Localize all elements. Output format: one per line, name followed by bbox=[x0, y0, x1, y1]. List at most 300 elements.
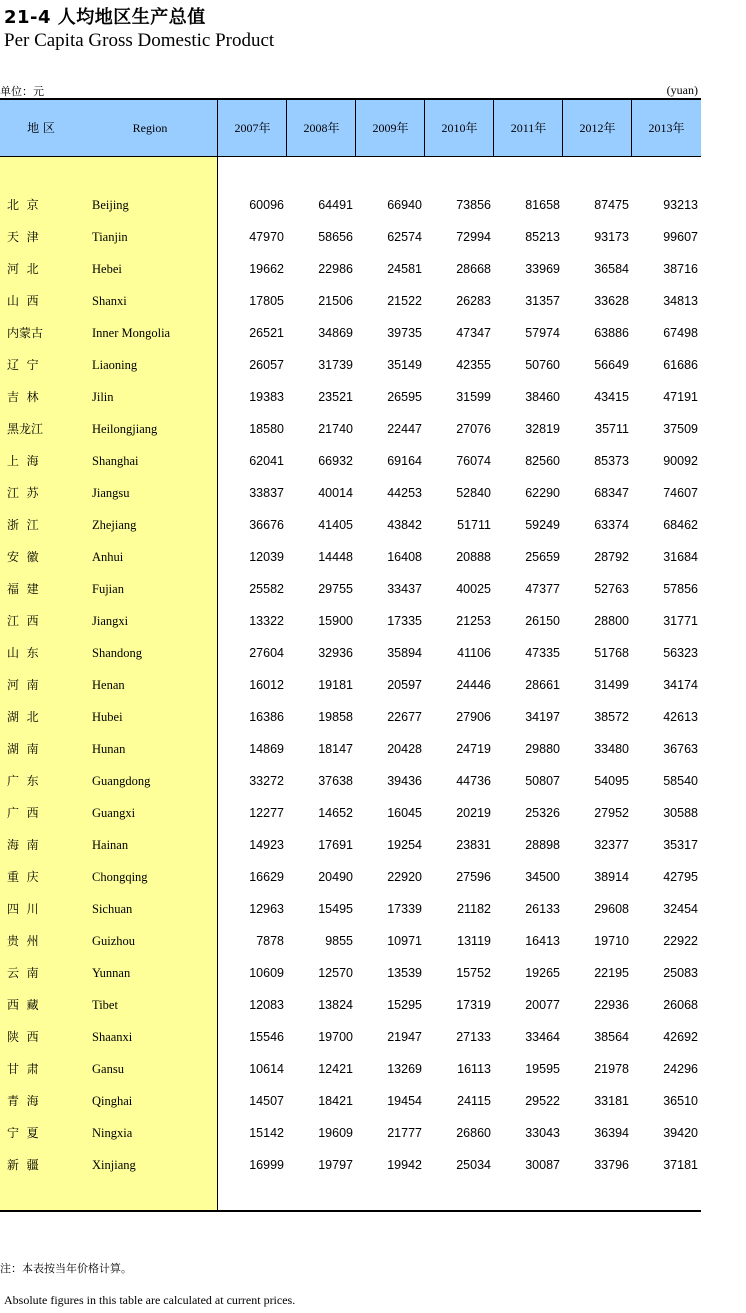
gdp-value-cell: 29522 bbox=[525, 1094, 560, 1108]
table-row bbox=[0, 325, 701, 357]
region-name-cn: 广 东 bbox=[7, 774, 39, 788]
gdp-value-cell: 44736 bbox=[456, 774, 491, 788]
table-row bbox=[0, 229, 701, 261]
table-row bbox=[0, 645, 701, 677]
gdp-value-cell: 14507 bbox=[249, 1094, 284, 1108]
gdp-value-cell: 34174 bbox=[663, 678, 698, 692]
gdp-value-cell: 63374 bbox=[594, 518, 629, 532]
gdp-value-cell: 22677 bbox=[387, 710, 422, 724]
gdp-value-cell: 28668 bbox=[456, 262, 491, 276]
gdp-value-cell: 67498 bbox=[663, 326, 698, 340]
region-name-cn: 湖 南 bbox=[7, 742, 39, 756]
gdp-value-cell: 16999 bbox=[249, 1158, 284, 1172]
gdp-value-cell: 20428 bbox=[387, 742, 422, 756]
region-name-cn: 重 庆 bbox=[7, 870, 39, 884]
table-row bbox=[0, 677, 701, 709]
gdp-value-cell: 33181 bbox=[594, 1094, 629, 1108]
gdp-value-cell: 37509 bbox=[663, 422, 698, 436]
gdp-value-cell: 25582 bbox=[249, 582, 284, 596]
gdp-value-cell: 58656 bbox=[318, 230, 353, 244]
region-name-en: Chongqing bbox=[92, 870, 148, 884]
table-row bbox=[0, 901, 701, 933]
gdp-value-cell: 42795 bbox=[663, 870, 698, 884]
gdp-value-cell: 26595 bbox=[387, 390, 422, 404]
gdp-value-cell: 22922 bbox=[663, 934, 698, 948]
table-row bbox=[0, 549, 701, 581]
gdp-value-cell: 19454 bbox=[387, 1094, 422, 1108]
gdp-value-cell: 19662 bbox=[249, 262, 284, 276]
gdp-value-cell: 17805 bbox=[249, 294, 284, 308]
region-name-cn: 山 东 bbox=[7, 646, 39, 660]
region-name-cn: 湖 北 bbox=[7, 710, 39, 724]
gdp-value-cell: 37181 bbox=[663, 1158, 698, 1172]
gdp-value-cell: 42613 bbox=[663, 710, 698, 724]
region-name-en: Gansu bbox=[92, 1062, 124, 1076]
gdp-value-cell: 26150 bbox=[525, 614, 560, 628]
gdp-value-cell: 28800 bbox=[594, 614, 629, 628]
gdp-value-cell: 36394 bbox=[594, 1126, 629, 1140]
gdp-value-cell: 26068 bbox=[663, 998, 698, 1012]
gdp-value-cell: 19265 bbox=[525, 966, 560, 980]
region-name-en: Hainan bbox=[92, 838, 129, 852]
gdp-value-cell: 93173 bbox=[594, 230, 629, 244]
bottom-rule bbox=[0, 1210, 701, 1212]
gdp-value-cell: 38460 bbox=[525, 390, 560, 404]
gdp-value-cell: 17335 bbox=[387, 614, 422, 628]
gdp-value-cell: 26133 bbox=[525, 902, 560, 916]
gdp-value-cell: 42355 bbox=[456, 358, 491, 372]
gdp-value-cell: 42692 bbox=[663, 1030, 698, 1044]
gdp-value-cell: 22920 bbox=[387, 870, 422, 884]
gdp-value-cell: 40025 bbox=[456, 582, 491, 596]
gdp-value-cell: 72994 bbox=[456, 230, 491, 244]
gdp-value-cell: 19595 bbox=[525, 1062, 560, 1076]
gdp-value-cell: 38716 bbox=[663, 262, 698, 276]
gdp-value-cell: 25326 bbox=[525, 806, 560, 820]
region-name-en: Anhui bbox=[92, 550, 124, 564]
gdp-value-cell: 29880 bbox=[525, 742, 560, 756]
header-region-cn: 地 区 bbox=[27, 121, 55, 135]
gdp-value-cell: 82560 bbox=[525, 454, 560, 468]
header-year: 2010年 bbox=[441, 121, 478, 135]
region-name-en: Jiangxi bbox=[92, 614, 129, 628]
gdp-value-cell: 47970 bbox=[249, 230, 284, 244]
gdp-value-cell: 33796 bbox=[594, 1158, 629, 1172]
gdp-value-cell: 61686 bbox=[663, 358, 698, 372]
gdp-value-cell: 28792 bbox=[594, 550, 629, 564]
gdp-value-cell: 19181 bbox=[318, 678, 353, 692]
region-name-en: Liaoning bbox=[92, 358, 138, 372]
gdp-value-cell: 33628 bbox=[594, 294, 629, 308]
header-year: 2007年 bbox=[234, 121, 271, 135]
gdp-value-cell: 39420 bbox=[663, 1126, 698, 1140]
gdp-value-cell: 7878 bbox=[256, 934, 284, 948]
region-name-cn: 北 京 bbox=[7, 198, 39, 212]
gdp-value-cell: 54095 bbox=[594, 774, 629, 788]
gdp-value-cell: 30588 bbox=[663, 806, 698, 820]
header-region-en: Region bbox=[132, 121, 168, 135]
gdp-value-cell: 13824 bbox=[318, 998, 353, 1012]
gdp-value-cell: 36510 bbox=[663, 1094, 698, 1108]
gdp-value-cell: 32454 bbox=[663, 902, 698, 916]
region-name-en: Hebei bbox=[92, 262, 122, 276]
gdp-value-cell: 56649 bbox=[594, 358, 629, 372]
region-name-cn: 新 疆 bbox=[7, 1158, 39, 1172]
gdp-value-cell: 13322 bbox=[249, 614, 284, 628]
gdp-value-cell: 24719 bbox=[456, 742, 491, 756]
table-row bbox=[0, 453, 701, 485]
gdp-value-cell: 52763 bbox=[594, 582, 629, 596]
gdp-value-cell: 34197 bbox=[525, 710, 560, 724]
gdp-value-cell: 28898 bbox=[525, 838, 560, 852]
region-name-en: Inner Mongolia bbox=[92, 326, 171, 340]
region-name-cn: 黑龙江 bbox=[7, 422, 44, 436]
gdp-value-cell: 73856 bbox=[456, 198, 491, 212]
table-row bbox=[0, 869, 701, 901]
gdp-value-cell: 47191 bbox=[663, 390, 698, 404]
gdp-value-cell: 58540 bbox=[663, 774, 698, 788]
table-row bbox=[0, 933, 701, 965]
table-row bbox=[0, 1157, 701, 1189]
gdp-value-cell: 68462 bbox=[663, 518, 698, 532]
gdp-value-cell: 37638 bbox=[318, 774, 353, 788]
gdp-value-cell: 41106 bbox=[457, 646, 491, 660]
gdp-value-cell: 63886 bbox=[594, 326, 629, 340]
gdp-value-cell: 22936 bbox=[594, 998, 629, 1012]
gdp-value-cell: 59249 bbox=[525, 518, 560, 532]
region-name-cn: 甘 肃 bbox=[7, 1062, 39, 1076]
region-name-cn: 福 建 bbox=[7, 582, 39, 596]
table-row bbox=[0, 709, 701, 741]
region-name-en: Fujian bbox=[92, 582, 124, 596]
gdp-value-cell: 35894 bbox=[387, 646, 422, 660]
gdp-value-cell: 51768 bbox=[594, 646, 629, 660]
table-row bbox=[0, 293, 701, 325]
gdp-value-cell: 32936 bbox=[318, 646, 353, 660]
region-name-cn: 海 南 bbox=[7, 838, 39, 852]
table-row bbox=[0, 1125, 701, 1157]
region-name-en: Heilongjiang bbox=[92, 422, 158, 436]
region-name-cn: 广 西 bbox=[7, 806, 39, 820]
gdp-value-cell: 10971 bbox=[387, 934, 422, 948]
gdp-value-cell: 26283 bbox=[456, 294, 491, 308]
gdp-value-cell: 27604 bbox=[249, 646, 284, 660]
gdp-value-cell: 35149 bbox=[387, 358, 422, 372]
region-name-en: Jilin bbox=[92, 390, 114, 404]
gdp-value-cell: 29755 bbox=[318, 582, 353, 596]
region-name-en: Ningxia bbox=[92, 1126, 133, 1140]
gdp-value-cell: 12039 bbox=[249, 550, 284, 564]
region-name-cn: 浙 江 bbox=[7, 518, 39, 532]
gdp-value-cell: 27596 bbox=[456, 870, 491, 884]
gdp-value-cell: 23831 bbox=[456, 838, 491, 852]
region-name-en: Sichuan bbox=[92, 902, 133, 916]
gdp-value-cell: 60096 bbox=[249, 198, 284, 212]
table-row bbox=[0, 485, 701, 517]
gdp-value-cell: 20597 bbox=[387, 678, 422, 692]
region-name-en: Beijing bbox=[92, 198, 129, 212]
gdp-value-cell: 29608 bbox=[594, 902, 629, 916]
gdp-value-cell: 12083 bbox=[249, 998, 284, 1012]
region-name-en: Shandong bbox=[92, 646, 142, 660]
gdp-value-cell: 34500 bbox=[525, 870, 560, 884]
gdp-value-cell: 19710 bbox=[594, 934, 629, 948]
gdp-value-cell: 62041 bbox=[249, 454, 284, 468]
gdp-value-cell: 38572 bbox=[594, 710, 629, 724]
gdp-value-cell: 99607 bbox=[663, 230, 698, 244]
gdp-value-cell: 31499 bbox=[594, 678, 629, 692]
gdp-value-cell: 17319 bbox=[456, 998, 491, 1012]
gdp-value-cell: 31599 bbox=[456, 390, 491, 404]
region-name-cn: 宁 夏 bbox=[7, 1126, 39, 1140]
gdp-value-cell: 31357 bbox=[525, 294, 560, 308]
gdp-value-cell: 26057 bbox=[249, 358, 284, 372]
gdp-value-cell: 62290 bbox=[525, 486, 560, 500]
gdp-value-cell: 85373 bbox=[594, 454, 629, 468]
gdp-value-cell: 10614 bbox=[249, 1062, 284, 1076]
gdp-value-cell: 33837 bbox=[249, 486, 284, 500]
gdp-value-cell: 33480 bbox=[594, 742, 629, 756]
gdp-value-cell: 14448 bbox=[318, 550, 353, 564]
gdp-value-cell: 51711 bbox=[457, 518, 491, 532]
table-row bbox=[0, 773, 701, 805]
gdp-value-cell: 66932 bbox=[318, 454, 353, 468]
gdp-value-cell: 81658 bbox=[525, 198, 560, 212]
gdp-value-cell: 33969 bbox=[525, 262, 560, 276]
table-row bbox=[0, 357, 701, 389]
gdp-value-cell: 32377 bbox=[594, 838, 629, 852]
gdp-value-cell: 47347 bbox=[456, 326, 491, 340]
table-row bbox=[0, 517, 701, 549]
table-row bbox=[0, 197, 701, 229]
region-name-en: Guangxi bbox=[92, 806, 136, 820]
gdp-value-cell: 38564 bbox=[594, 1030, 629, 1044]
gdp-value-cell: 21947 bbox=[387, 1030, 422, 1044]
table-row bbox=[0, 805, 701, 837]
gdp-value-cell: 18580 bbox=[249, 422, 284, 436]
region-name-en: Shanghai bbox=[92, 454, 139, 468]
gdp-value-cell: 22195 bbox=[594, 966, 629, 980]
gdp-value-cell: 16408 bbox=[387, 550, 422, 564]
region-name-cn: 贵 州 bbox=[7, 934, 39, 948]
gdp-value-cell: 16045 bbox=[387, 806, 422, 820]
gdp-value-cell: 34813 bbox=[663, 294, 698, 308]
table-row bbox=[0, 965, 701, 997]
gdp-value-cell: 33272 bbox=[249, 774, 284, 788]
gdp-value-cell: 19942 bbox=[387, 1158, 422, 1172]
note-en: Absolute figures in this table are calculated at current prices. bbox=[4, 1293, 296, 1307]
gdp-value-cell: 50807 bbox=[525, 774, 560, 788]
gdp-value-cell: 74607 bbox=[663, 486, 698, 500]
gdp-value-cell: 19858 bbox=[318, 710, 353, 724]
gdp-value-cell: 16386 bbox=[249, 710, 284, 724]
gdp-value-cell: 22447 bbox=[387, 422, 422, 436]
region-name-cn: 云 南 bbox=[7, 966, 39, 980]
region-name-en: Zhejiang bbox=[92, 518, 137, 532]
gdp-value-cell: 20490 bbox=[318, 870, 353, 884]
region-name-cn: 江 西 bbox=[7, 614, 39, 628]
header-year: 2013年 bbox=[648, 121, 685, 135]
gdp-value-cell: 13269 bbox=[387, 1062, 422, 1076]
region-name-cn: 山 西 bbox=[7, 294, 39, 308]
gdp-value-cell: 31684 bbox=[663, 550, 698, 564]
gdp-value-cell: 19609 bbox=[318, 1126, 353, 1140]
gdp-value-cell: 16012 bbox=[249, 678, 284, 692]
gdp-value-cell: 27906 bbox=[456, 710, 491, 724]
table-row bbox=[0, 1061, 701, 1093]
region-name-en: Tibet bbox=[92, 998, 118, 1012]
gdp-value-cell: 24296 bbox=[663, 1062, 698, 1076]
gdp-value-cell: 19700 bbox=[318, 1030, 353, 1044]
region-name-en: Shaanxi bbox=[92, 1030, 133, 1044]
gdp-value-cell: 25034 bbox=[456, 1158, 491, 1172]
gdp-value-cell: 21978 bbox=[594, 1062, 629, 1076]
gdp-value-cell: 68347 bbox=[594, 486, 629, 500]
gdp-value-cell: 14923 bbox=[249, 838, 284, 852]
region-name-en: Tianjin bbox=[92, 230, 128, 244]
gdp-value-cell: 50760 bbox=[525, 358, 560, 372]
unit-label-en: (yuan) bbox=[666, 83, 698, 97]
table-row bbox=[0, 261, 701, 293]
gdp-value-cell: 22986 bbox=[318, 262, 353, 276]
gdp-value-cell: 39735 bbox=[387, 326, 422, 340]
gdp-value-cell: 26860 bbox=[456, 1126, 491, 1140]
gdp-value-cell: 21522 bbox=[387, 294, 422, 308]
header-year: 2009年 bbox=[372, 121, 409, 135]
region-name-cn: 西 藏 bbox=[7, 998, 39, 1012]
region-name-en: Shanxi bbox=[92, 294, 127, 308]
gdp-value-cell: 15546 bbox=[249, 1030, 284, 1044]
region-name-cn: 上 海 bbox=[7, 454, 39, 468]
gdp-value-cell: 24446 bbox=[456, 678, 491, 692]
region-name-cn: 河 南 bbox=[7, 678, 39, 692]
table-row bbox=[0, 389, 701, 421]
gdp-value-cell: 41405 bbox=[318, 518, 353, 532]
gdp-value-cell: 76074 bbox=[456, 454, 491, 468]
gdp-value-cell: 19383 bbox=[249, 390, 284, 404]
region-name-en: Qinghai bbox=[92, 1094, 133, 1108]
gdp-value-cell: 12277 bbox=[249, 806, 284, 820]
gdp-value-cell: 47377 bbox=[525, 582, 560, 596]
gdp-value-cell: 38914 bbox=[594, 870, 629, 884]
gdp-value-cell: 12963 bbox=[249, 902, 284, 916]
gdp-value-cell: 32819 bbox=[525, 422, 560, 436]
gdp-value-cell: 18147 bbox=[318, 742, 353, 756]
header-year: 2008年 bbox=[303, 121, 340, 135]
gdp-value-cell: 56323 bbox=[663, 646, 698, 660]
region-name-en: Henan bbox=[92, 678, 125, 692]
region-name-en: Xinjiang bbox=[92, 1158, 136, 1172]
gdp-value-cell: 19797 bbox=[318, 1158, 353, 1172]
region-name-cn: 辽 宁 bbox=[7, 358, 39, 372]
unit-label-cn: 单位：元 bbox=[0, 85, 44, 98]
gdp-value-cell: 19254 bbox=[387, 838, 422, 852]
gdp-value-cell: 20077 bbox=[525, 998, 560, 1012]
gdp-value-cell: 64491 bbox=[318, 198, 353, 212]
region-name-en: Jiangsu bbox=[92, 486, 130, 500]
region-name-cn: 内蒙古 bbox=[7, 326, 44, 340]
gdp-value-cell: 24115 bbox=[457, 1094, 491, 1108]
gdp-value-cell: 14869 bbox=[249, 742, 284, 756]
gdp-value-cell: 33464 bbox=[525, 1030, 560, 1044]
gdp-value-cell: 16113 bbox=[457, 1062, 491, 1076]
gdp-value-cell: 36584 bbox=[594, 262, 629, 276]
gdp-value-cell: 93213 bbox=[663, 198, 698, 212]
gdp-value-cell: 30087 bbox=[525, 1158, 560, 1172]
gdp-value-cell: 36763 bbox=[663, 742, 698, 756]
gdp-value-cell: 28661 bbox=[525, 678, 560, 692]
gdp-value-cell: 14652 bbox=[318, 806, 353, 820]
table-row bbox=[0, 1029, 701, 1061]
table-row bbox=[0, 421, 701, 453]
region-name-cn: 吉 林 bbox=[7, 390, 39, 404]
gdp-value-cell: 10609 bbox=[249, 966, 284, 980]
gdp-value-cell: 16413 bbox=[525, 934, 560, 948]
region-name-en: Guizhou bbox=[92, 934, 136, 948]
gdp-value-cell: 16629 bbox=[249, 870, 284, 884]
header-year: 2011年 bbox=[510, 121, 547, 135]
table-row bbox=[0, 581, 701, 613]
gdp-value-cell: 31739 bbox=[318, 358, 353, 372]
gdp-value-cell: 24581 bbox=[387, 262, 422, 276]
gdp-value-cell: 57856 bbox=[663, 582, 698, 596]
gdp-value-cell: 15900 bbox=[318, 614, 353, 628]
gdp-value-cell: 25083 bbox=[663, 966, 698, 980]
region-name-cn: 安 徽 bbox=[7, 550, 39, 564]
region-name-cn: 江 苏 bbox=[7, 486, 39, 500]
gdp-value-cell: 52840 bbox=[456, 486, 491, 500]
gdp-value-cell: 90092 bbox=[663, 454, 698, 468]
gdp-value-cell: 21182 bbox=[457, 902, 491, 916]
gdp-value-cell: 20888 bbox=[456, 550, 491, 564]
gdp-value-cell: 15752 bbox=[456, 966, 491, 980]
gdp-value-cell: 43842 bbox=[387, 518, 422, 532]
header-year: 2012年 bbox=[579, 121, 616, 135]
gdp-value-cell: 21253 bbox=[456, 614, 491, 628]
gdp-value-cell: 12570 bbox=[318, 966, 353, 980]
gdp-value-cell: 87475 bbox=[594, 198, 629, 212]
region-name-cn: 河 北 bbox=[7, 262, 39, 276]
gdp-value-cell: 15142 bbox=[249, 1126, 284, 1140]
region-name-en: Guangdong bbox=[92, 774, 151, 788]
table-title-cn: 21-4 人均地区生产总值 bbox=[4, 7, 206, 28]
gdp-value-cell: 13539 bbox=[387, 966, 422, 980]
gdp-value-cell: 66940 bbox=[387, 198, 422, 212]
gdp-value-cell: 21777 bbox=[387, 1126, 422, 1140]
region-name-en: Hunan bbox=[92, 742, 126, 756]
table-title-en: Per Capita Gross Domestic Product bbox=[4, 30, 275, 51]
gdp-value-cell: 40014 bbox=[318, 486, 353, 500]
region-name-en: Yunnan bbox=[92, 966, 131, 980]
gdp-value-cell: 20219 bbox=[456, 806, 491, 820]
gdp-value-cell: 33437 bbox=[387, 582, 422, 596]
gdp-value-cell: 35317 bbox=[663, 838, 698, 852]
gdp-value-cell: 23521 bbox=[318, 390, 353, 404]
table-row bbox=[0, 837, 701, 869]
gdp-value-cell: 43415 bbox=[594, 390, 629, 404]
region-name-cn: 天 津 bbox=[7, 230, 39, 244]
gdp-value-cell: 12421 bbox=[318, 1062, 353, 1076]
gdp-value-cell: 17691 bbox=[318, 838, 353, 852]
note-cn: 注：本表按当年价格计算。 bbox=[0, 1262, 132, 1275]
gdp-value-cell: 21506 bbox=[318, 294, 353, 308]
gdp-value-cell: 57974 bbox=[525, 326, 560, 340]
region-name-cn: 四 川 bbox=[7, 902, 39, 916]
gdp-value-cell: 18421 bbox=[318, 1094, 353, 1108]
table-row bbox=[0, 997, 701, 1029]
gdp-value-cell: 27133 bbox=[456, 1030, 491, 1044]
table-row bbox=[0, 1093, 701, 1125]
